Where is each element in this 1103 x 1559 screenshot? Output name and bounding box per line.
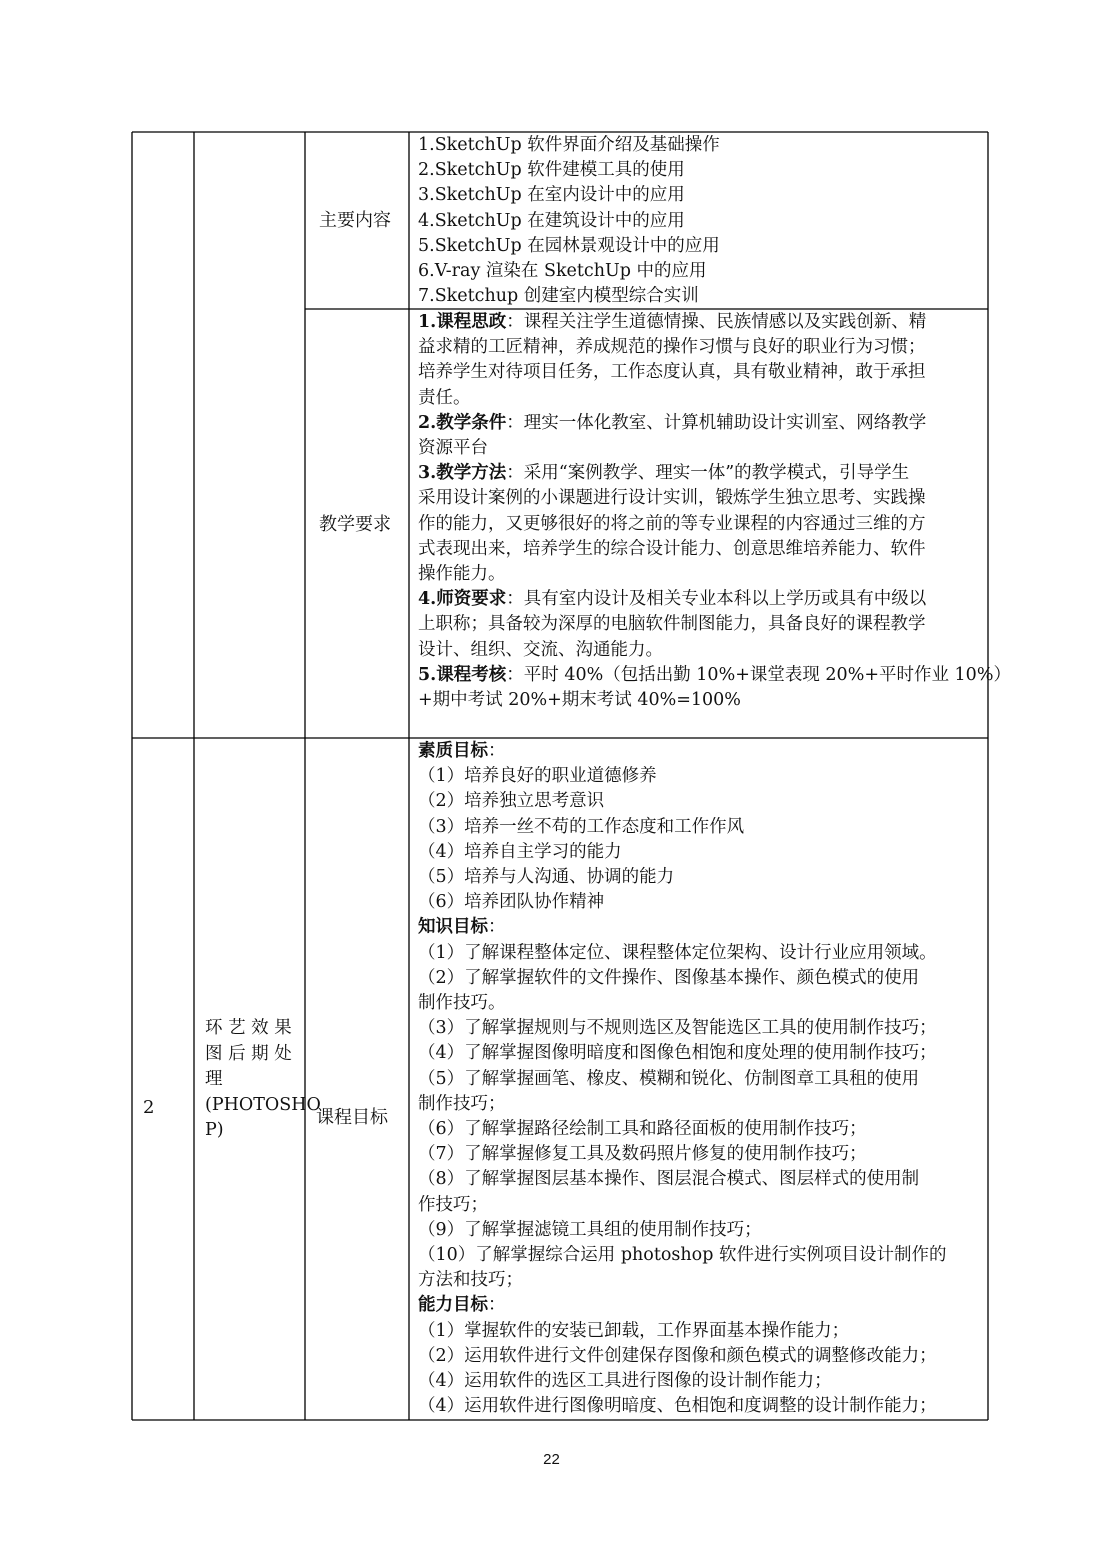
- course-goal-line: [418, 1344, 937, 1369]
- course-name-line: P): [205, 1120, 224, 1140]
- course-goal-line: [418, 1369, 832, 1394]
- line-text: （1）了解课程整体定位、课程整体定位架构、设计行业应用领域。: [418, 942, 937, 963]
- course-goal-line: [418, 1117, 867, 1142]
- line-text: 采用设计案例的小课题进行设计实训，锻炼学生独立思考、实践操: [418, 488, 926, 509]
- course-goal-line: [418, 789, 604, 814]
- line-text: 培养学生对待项目任务，工作态度认真，具有敬业精神，敢于承担: [418, 362, 926, 383]
- course-goal-line: [418, 1167, 919, 1192]
- main-content-item: 1.SketchUp 软件界面介绍及基础操作: [418, 135, 720, 155]
- line-text: ：课程关注学生道德情操、民族情感以及实践创新、精: [506, 312, 927, 332]
- course-goal-line: [418, 991, 506, 1016]
- course-goal-line: [418, 1268, 523, 1293]
- teaching-req-line: [418, 612, 926, 637]
- teaching-req-line: [418, 411, 926, 436]
- course-goal-line: [418, 890, 604, 915]
- teaching-req-line: [418, 386, 471, 411]
- course-goal-line: [418, 1041, 937, 1066]
- course-goal-line: [418, 1067, 919, 1092]
- line-text: （1）掌握软件的安装已卸载，工作界面基本操作能力；: [418, 1320, 850, 1341]
- line-text: +期中考试 20%+期末考试 40%=100%: [418, 690, 741, 710]
- line-text: （7）了解掌握修复工具及数码照片修复的使用制作技巧；: [418, 1144, 867, 1165]
- line-text: （4）了解掌握图像明暗度和图像色相饱和度处理的使用制作技巧；: [418, 1043, 937, 1064]
- bold-heading: 2.教学条件: [418, 412, 507, 433]
- line-text: 责任。: [418, 387, 471, 408]
- course-goal-line: [418, 1016, 937, 1041]
- line-text: （5）了解掌握画笔、橡皮、模糊和锐化、仿制图章工具租的使用: [418, 1068, 920, 1089]
- line-text: 制作技巧；: [418, 1093, 506, 1114]
- teaching-req-line: [418, 310, 926, 335]
- teaching-req-line: [418, 436, 488, 461]
- teaching-requirements-label: 教学要求: [319, 514, 391, 535]
- course-name-line: (PHOTOSHO: [205, 1094, 321, 1115]
- course-goal-line: [418, 840, 622, 865]
- line-text: （9）了解掌握滤镜工具组的使用制作技巧；: [418, 1219, 762, 1240]
- course-goal-line: [418, 915, 506, 940]
- bold-heading: 3.教学方法: [418, 463, 507, 484]
- line-text: （4）运用软件的选区工具进行图像的设计制作能力；: [418, 1371, 832, 1391]
- line-text: 式表现出来，培养学生的综合设计能力、创意思维培养能力、软件: [418, 538, 926, 559]
- course-name-line: 图 后 期 处: [205, 1043, 292, 1064]
- line-text: 作的能力，又更够很好的将之前的等专业课程的内容通过三维的方: [418, 513, 926, 534]
- page-number: 22: [543, 1451, 560, 1468]
- line-text: 操作能力。: [418, 564, 506, 584]
- line-text: 上职称；具备较为深厚的电脑软件制图能力，具备良好的课程教学: [418, 614, 926, 635]
- bold-heading: 5.课程考核: [418, 664, 507, 685]
- course-goal-line: [418, 1142, 867, 1167]
- teaching-req-line: [418, 360, 926, 385]
- course-goal-line: [418, 1319, 849, 1344]
- line-text: （5）培养与人沟通、协调的能力: [418, 867, 675, 887]
- main-content-item: 5.SketchUp 在园林景观设计中的应用: [418, 235, 720, 256]
- teaching-req-line: [418, 461, 909, 486]
- teaching-req-line: [418, 486, 926, 511]
- teaching-req-line: [418, 562, 506, 587]
- line-text: 方法和技巧；: [418, 1270, 523, 1291]
- teaching-req-line: [418, 688, 741, 713]
- course-name-line: 环 艺 效 果: [205, 1018, 292, 1038]
- line-text: ：: [488, 741, 506, 761]
- teaching-req-line: [418, 335, 926, 360]
- line-text: （4）运用软件进行图像明暗度、色相饱和度调整的设计制作能力；: [418, 1396, 937, 1417]
- main-content-item: 3.SketchUp 在室内设计中的应用: [418, 185, 685, 206]
- main-content-label: 主要内容: [319, 210, 391, 231]
- line-text: （2）培养独立思考意识: [418, 791, 605, 812]
- line-text: （3）了解掌握规则与不规则选区及智能选区工具的使用制作技巧；: [418, 1018, 937, 1039]
- line-text: （10）了解掌握综合运用 photoshop 软件进行实例项目设计制作的: [418, 1245, 947, 1265]
- line-text: 制作技巧。: [418, 993, 506, 1013]
- main-content-item: 7.Sketchup 创建室内模型综合实训: [418, 286, 699, 307]
- course-goal-line: [418, 1218, 762, 1243]
- line-text: （8）了解掌握图层基本操作、图层混合模式、图层样式的使用制: [418, 1169, 920, 1190]
- line-text: ：平时 40%（包括出勤 10%+课堂表现 20%+平时作业 10%）: [506, 664, 1011, 685]
- line-text: ：理实一体化教室、计算机辅助设计实训室、网络教学: [506, 412, 927, 433]
- line-text: （6）了解掌握路径绘制工具和路径面板的使用制作技巧；: [418, 1119, 867, 1139]
- line-text: ：具有室内设计及相关专业本科以上学历或具有中级以: [506, 589, 927, 610]
- line-text: ：: [488, 917, 506, 938]
- main-content-item: 6.V-ray 渲染在 SketchUp 中的应用: [418, 261, 707, 281]
- teaching-req-line: [418, 512, 926, 537]
- line-text: （4）培养自主学习的能力: [418, 841, 622, 862]
- teaching-req-line: [418, 638, 663, 663]
- bold-heading: 能力目标: [418, 1295, 488, 1316]
- course-goal-line: [418, 815, 744, 840]
- line-text: （2）运用软件进行文件创建保存图像和颜色模式的调整修改能力；: [418, 1345, 937, 1366]
- course-goal-line: [418, 1243, 946, 1268]
- main-content-item: 2.SketchUp 软件建模工具的使用: [418, 160, 685, 181]
- course-goal-line: [418, 764, 657, 789]
- line-text: 益求精的工匠精神，养成规范的操作习惯与良好的职业行为习惯；: [418, 337, 926, 358]
- course-goal-line: [418, 1092, 506, 1117]
- bold-heading: 知识目标: [418, 917, 488, 938]
- course-goal-line: [418, 865, 674, 890]
- line-text: 资源平台: [418, 438, 488, 458]
- teaching-req-line: [418, 537, 926, 562]
- course-name-line: 理: [205, 1069, 223, 1089]
- line-text: （1）培养良好的职业道德修养: [418, 766, 657, 787]
- line-text: （2）了解掌握软件的文件操作、图像基本操作、颜色模式的使用: [418, 967, 920, 988]
- bold-heading: 4.师资要求: [418, 589, 507, 610]
- main-content-item: 4.SketchUp 在建筑设计中的应用: [418, 210, 685, 231]
- line-text: （3）培养一丝不苟的工作态度和工作作风: [418, 816, 745, 837]
- line-text: 设计、组织、交流、沟通能力。: [418, 639, 663, 660]
- course-goal-line: [418, 739, 506, 764]
- teaching-req-line: [418, 663, 1011, 688]
- line-text: ：采用“案例教学、理实一体”的教学模式，引导学生: [506, 463, 910, 484]
- course-goals-label: 课程目标: [316, 1107, 388, 1128]
- row-number: 2: [143, 1097, 155, 1118]
- line-text: ：: [488, 1295, 506, 1316]
- course-goal-line: [418, 1394, 937, 1419]
- line-text: 作技巧；: [418, 1194, 488, 1215]
- course-goal-line: [418, 966, 919, 991]
- bold-heading: 素质目标: [418, 741, 488, 761]
- line-text: （6）培养团队协作精神: [418, 892, 605, 913]
- course-goal-line: [418, 941, 937, 966]
- course-goal-line: [418, 1193, 488, 1218]
- bold-heading: 1.课程思政: [418, 312, 507, 332]
- teaching-req-line: [418, 587, 926, 612]
- course-goal-line: [418, 1293, 506, 1318]
